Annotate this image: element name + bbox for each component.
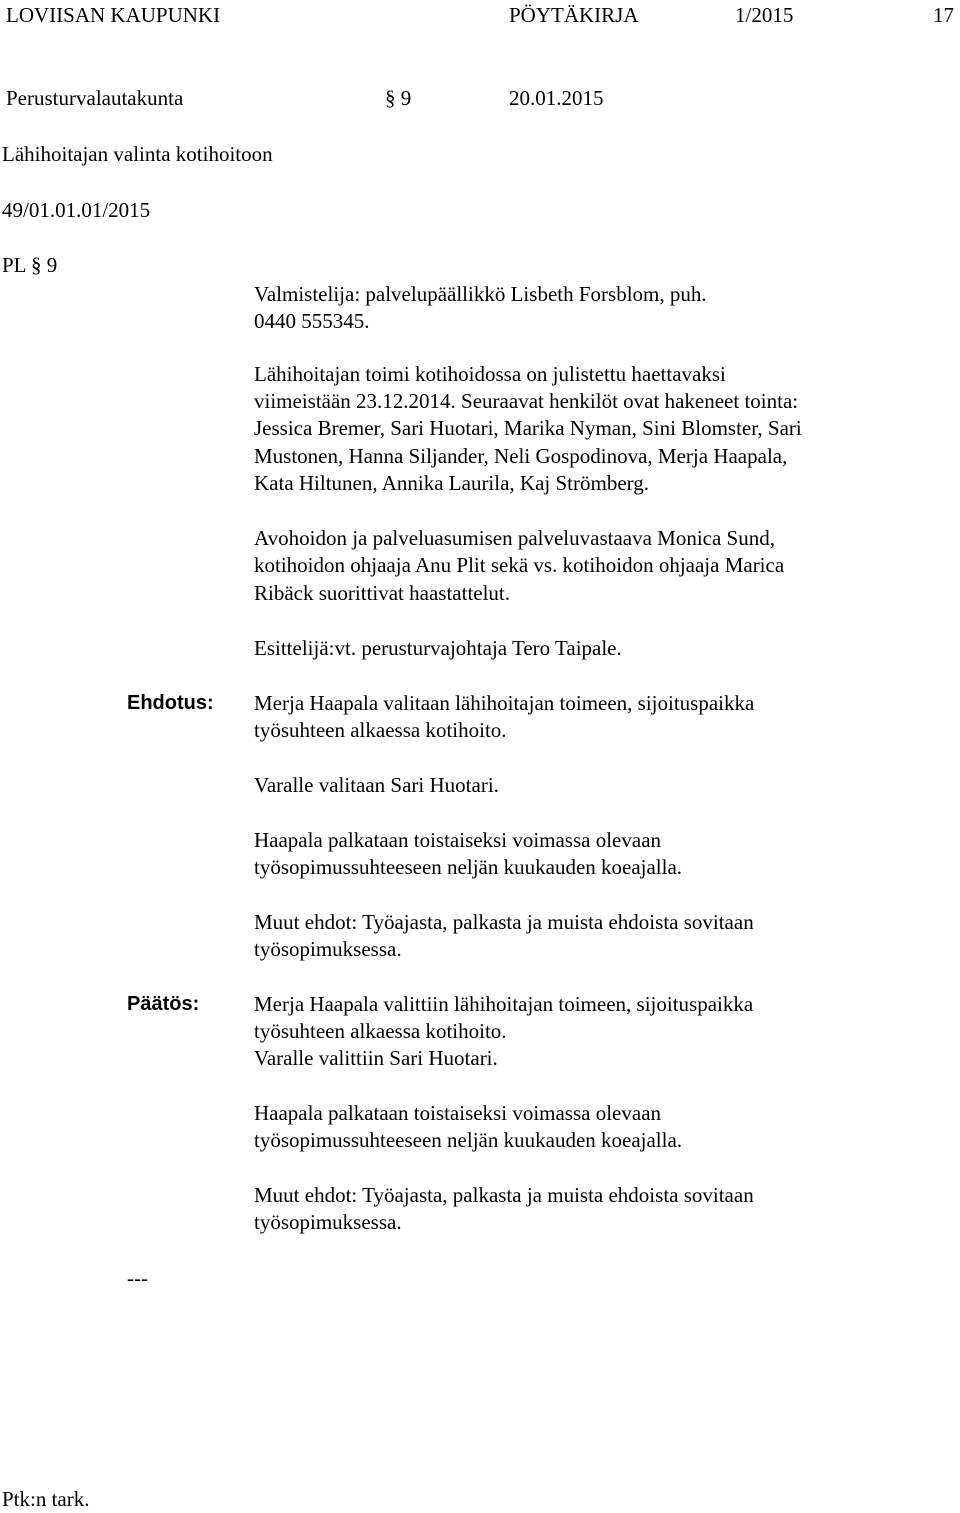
preparation-line: 0440 555345. [254, 309, 370, 333]
proposal-line: työsuhteen alkaessa kotihoito. [254, 718, 507, 742]
separator: --- [127, 1266, 148, 1290]
document-number: 1/2015 [735, 3, 794, 27]
section-number: § 9 [385, 86, 412, 110]
org-name: LOVIISAN KAUPUNKI [6, 3, 221, 27]
proposal-label: Ehdotus: [127, 692, 214, 714]
decision-line: työsopimussuhteeseen neljän kuukauden koeajalla. [254, 1128, 683, 1152]
background-line: viimeistään 23.12.2014. Seuraavat henkilöt ovat hakeneet tointa: [254, 389, 799, 413]
meeting-date: 20.01.2015 [509, 86, 604, 110]
interviews-line: Ribäck suorittivat haastattelut. [254, 581, 511, 605]
background-line: Mustonen, Hanna Siljander, Neli Gospodinova, Merja Haapala, [254, 444, 788, 468]
background-line: Kata Hiltunen, Annika Laurila, Kaj Strömberg. [254, 471, 650, 495]
decision-line: työsopimuksessa. [254, 1210, 402, 1234]
diary-number: 49/01.01.01/2015 [2, 198, 151, 222]
decision-line: Varalle valittiin Sari Huotari. [254, 1046, 498, 1070]
proposal-line: työsopimussuhteeseen neljän kuukauden koeajalla. [254, 855, 683, 879]
pl-section: PL § 9 [2, 253, 58, 277]
background-line: Lähihoitajan toimi kotihoidossa on julistettu haettavaksi [254, 362, 726, 386]
background-line: Jessica Bremer, Sari Huotari, Marika Nyman, Sini Blomster, Sari [254, 416, 802, 440]
decision-label: Päätös: [127, 993, 200, 1015]
proposal-line: Varalle valitaan Sari Huotari. [254, 773, 499, 797]
item-title: Lähihoitajan valinta kotihoitoon [2, 142, 273, 166]
proposal-line: Muut ehdot: Työajasta, palkasta ja muista ehdoista sovitaan [254, 910, 754, 934]
proposal-line: Haapala palkataan toistaiseksi voimassa olevaan [254, 828, 662, 852]
document-type: PÖYTÄKIRJA [509, 3, 639, 27]
page-number: 17 [933, 3, 954, 27]
proposal-line: Merja Haapala valitaan lähihoitajan toimeen, sijoituspaikka [254, 691, 755, 715]
proposal-line: työsopimuksessa. [254, 937, 402, 961]
decision-line: Muut ehdot: Työajasta, palkasta ja muista ehdoista sovitaan [254, 1183, 754, 1207]
interviews-line: Avohoidon ja palveluasumisen palveluvastaava Monica Sund, [254, 526, 775, 550]
preparation-line: Valmistelija: palvelupäällikkö Lisbeth Forsblom, puh. [254, 282, 707, 306]
decision-line: työsuhteen alkaessa kotihoito. [254, 1019, 507, 1043]
decision-line: Haapala palkataan toistaiseksi voimassa olevaan [254, 1101, 662, 1125]
decision-line: Merja Haapala valittiin lähihoitajan toimeen, sijoituspaikka [254, 992, 754, 1016]
meeting-body: Perusturvalautakunta [6, 86, 184, 110]
footer-check: Ptk:n tark. [2, 1487, 90, 1511]
presenter: Esittelijä:vt. perusturvajohtaja Tero Taipale. [254, 636, 622, 660]
interviews-line: kotihoidon ohjaaja Anu Plit sekä vs. kotihoidon ohjaaja Marica [254, 553, 785, 577]
